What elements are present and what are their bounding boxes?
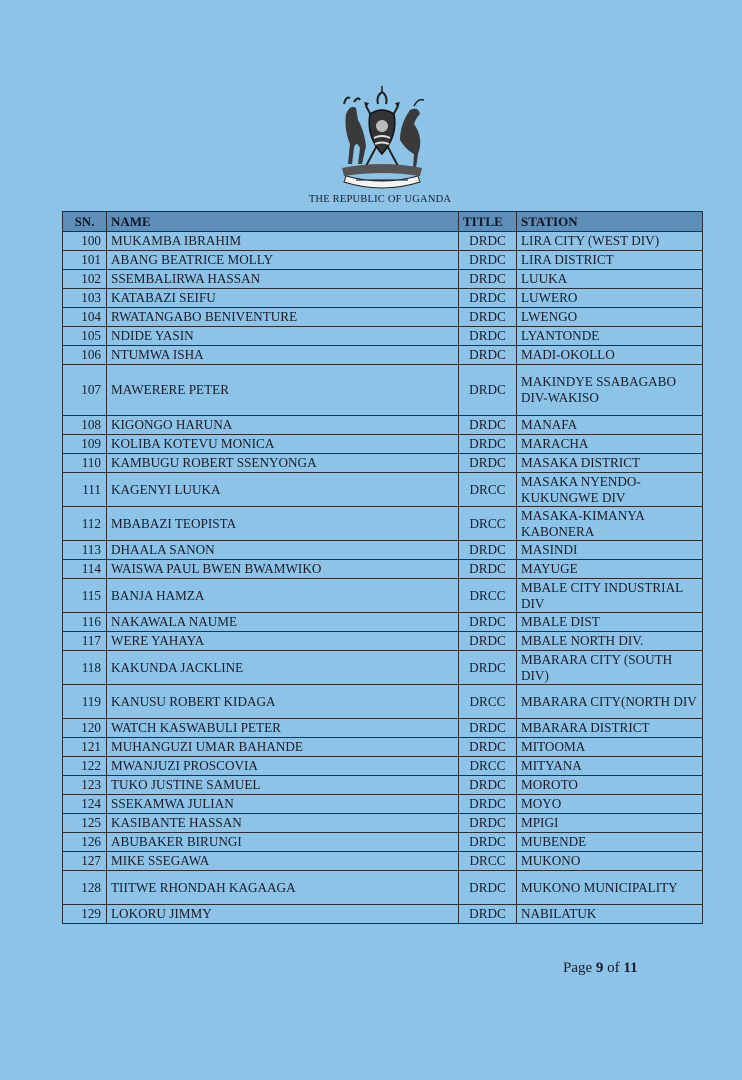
row-name: SSEKAMWA JULIAN xyxy=(107,795,459,814)
row-station: MBALE DIST xyxy=(517,613,703,632)
table-row xyxy=(63,327,703,346)
table-row xyxy=(63,507,703,541)
table-row xyxy=(63,289,703,308)
row-station: MBARARA DISTRICT xyxy=(517,719,703,738)
row-title: DRDC xyxy=(459,560,517,579)
row-title: DRCC xyxy=(459,473,517,507)
row-name: MUKAMBA IBRAHIM xyxy=(107,232,459,251)
table-row xyxy=(63,560,703,579)
table-row xyxy=(63,346,703,365)
row-title: DRDC xyxy=(459,454,517,473)
coat-of-arms-icon xyxy=(328,84,436,192)
row-station: MASAKA NYENDO-KUKUNGWE DIV xyxy=(517,473,703,507)
row-sn: 105 xyxy=(63,327,107,346)
table-row xyxy=(63,738,703,757)
row-title: DRDC xyxy=(459,905,517,924)
table-row xyxy=(63,871,703,905)
row-sn: 121 xyxy=(63,738,107,757)
page-current: 9 xyxy=(595,960,604,976)
row-title: DRDC xyxy=(459,738,517,757)
row-title: DRDC xyxy=(459,814,517,833)
row-station: LIRA CITY (WEST DIV) xyxy=(517,232,703,251)
table-row xyxy=(63,416,703,435)
row-name: KAGENYI LUUKA xyxy=(107,473,459,507)
row-sn: 104 xyxy=(63,308,107,327)
row-name: TUKO JUSTINE SAMUEL xyxy=(107,776,459,795)
row-sn: 128 xyxy=(63,871,107,905)
row-name: NDIDE YASIN xyxy=(107,327,459,346)
row-title: DRDC xyxy=(459,365,517,416)
row-sn: 119 xyxy=(63,685,107,719)
row-name: MUHANGUZI UMAR BAHANDE xyxy=(107,738,459,757)
row-name: MWANJUZI PROSCOVIA xyxy=(107,757,459,776)
row-sn: 111 xyxy=(63,473,107,507)
table-row xyxy=(63,435,703,454)
table-row xyxy=(63,473,703,507)
row-sn: 118 xyxy=(63,651,107,685)
row-name: KAKUNDA JACKLINE xyxy=(107,651,459,685)
table-row xyxy=(63,251,703,270)
row-title: DRDC xyxy=(459,435,517,454)
row-title: DRDC xyxy=(459,833,517,852)
row-title: DRDC xyxy=(459,308,517,327)
row-title: DRDC xyxy=(459,632,517,651)
row-title: DRDC xyxy=(459,232,517,251)
row-station: MBARARA CITY (SOUTH DIV) xyxy=(517,651,703,685)
table-row xyxy=(63,541,703,560)
table-row xyxy=(63,905,703,924)
row-station: MUKONO MUNICIPALITY xyxy=(517,871,703,905)
staff-table xyxy=(62,211,703,924)
row-station: MBARARA CITY(NORTH DIV xyxy=(517,685,703,719)
row-sn: 115 xyxy=(63,579,107,613)
row-sn: 110 xyxy=(63,454,107,473)
row-name: NAKAWALA NAUME xyxy=(107,613,459,632)
row-sn: 108 xyxy=(63,416,107,435)
page-mid: of xyxy=(603,960,624,976)
row-name: KANUSU ROBERT KIDAGA xyxy=(107,685,459,719)
row-name: KASIBANTE HASSAN xyxy=(107,814,459,833)
row-station: LUWERO xyxy=(517,289,703,308)
row-sn: 100 xyxy=(63,232,107,251)
row-sn: 109 xyxy=(63,435,107,454)
row-title: DRDC xyxy=(459,776,517,795)
row-name: TIITWE RHONDAH KAGAAGA xyxy=(107,871,459,905)
page-prefix: Page xyxy=(563,960,596,976)
table-row xyxy=(63,685,703,719)
row-sn: 123 xyxy=(63,776,107,795)
row-name: MBABAZI TEOPISTA xyxy=(107,507,459,541)
row-title: DRDC xyxy=(459,651,517,685)
table-row xyxy=(63,757,703,776)
table-row xyxy=(63,814,703,833)
row-title: DRCC xyxy=(459,579,517,613)
table-row xyxy=(63,852,703,871)
row-name: MAWERERE PETER xyxy=(107,365,459,416)
column-header-station: STATION xyxy=(517,212,703,232)
row-station: MOYO xyxy=(517,795,703,814)
row-sn: 122 xyxy=(63,757,107,776)
row-sn: 112 xyxy=(63,507,107,541)
table-row xyxy=(63,365,703,416)
row-name: WATCH KASWABULI PETER xyxy=(107,719,459,738)
row-sn: 124 xyxy=(63,795,107,814)
row-title: DRDC xyxy=(459,289,517,308)
row-name: RWATANGABO BENIVENTURE xyxy=(107,308,459,327)
row-name: LOKORU JIMMY xyxy=(107,905,459,924)
table-row xyxy=(63,613,703,632)
row-title: DRDC xyxy=(459,270,517,289)
row-name: KOLIBA KOTEVU MONICA xyxy=(107,435,459,454)
row-title: DRDC xyxy=(459,251,517,270)
row-station: MOROTO xyxy=(517,776,703,795)
row-name: ABUBAKER BIRUNGI xyxy=(107,833,459,852)
table-row xyxy=(63,833,703,852)
row-name: MIKE SSEGAWA xyxy=(107,852,459,871)
table-row xyxy=(63,719,703,738)
table-row xyxy=(63,232,703,251)
row-title: DRDC xyxy=(459,613,517,632)
row-sn: 114 xyxy=(63,560,107,579)
page-number xyxy=(563,960,638,977)
row-title: DRDC xyxy=(459,541,517,560)
row-sn: 103 xyxy=(63,289,107,308)
row-station: LUUKA xyxy=(517,270,703,289)
row-title: DRCC xyxy=(459,507,517,541)
row-station: MUBENDE xyxy=(517,833,703,852)
row-station: MBALE CITY INDUSTRIAL DIV xyxy=(517,579,703,613)
row-station: MARACHA xyxy=(517,435,703,454)
row-name: DHAALA SANON xyxy=(107,541,459,560)
page-total: 11 xyxy=(623,960,638,976)
row-station: MADI-OKOLLO xyxy=(517,346,703,365)
row-name: ABANG BEATRICE MOLLY xyxy=(107,251,459,270)
row-sn: 116 xyxy=(63,613,107,632)
row-station: MASAKA-KIMANYA KABONERA xyxy=(517,507,703,541)
row-title: DRDC xyxy=(459,416,517,435)
row-station: MITYANA xyxy=(517,757,703,776)
row-title: DRCC xyxy=(459,757,517,776)
row-name: WAISWA PAUL BWEN BWAMWIKO xyxy=(107,560,459,579)
row-station: MAKINDYE SSABAGABO DIV-WAKISO xyxy=(517,365,703,416)
column-header-title: TITLE xyxy=(459,212,517,232)
row-name: WERE YAHAYA xyxy=(107,632,459,651)
table-row xyxy=(63,776,703,795)
row-station: NABILATUK xyxy=(517,905,703,924)
table-row xyxy=(63,454,703,473)
row-station: MBALE NORTH DIV. xyxy=(517,632,703,651)
row-station: MAYUGE xyxy=(517,560,703,579)
row-name: KIGONGO HARUNA xyxy=(107,416,459,435)
row-title: DRCC xyxy=(459,852,517,871)
row-sn: 102 xyxy=(63,270,107,289)
table-row xyxy=(63,651,703,685)
table-row xyxy=(63,270,703,289)
row-sn: 129 xyxy=(63,905,107,924)
row-title: DRDC xyxy=(459,871,517,905)
row-title: DRDC xyxy=(459,719,517,738)
republic-heading: THE REPUBLIC OF UGANDA xyxy=(308,194,452,205)
row-title: DRDC xyxy=(459,346,517,365)
column-header-name: NAME xyxy=(107,212,459,232)
row-station: MANAFA xyxy=(517,416,703,435)
row-name: KAMBUGU ROBERT SSENYONGA xyxy=(107,454,459,473)
row-station: LWENGO xyxy=(517,308,703,327)
row-sn: 107 xyxy=(63,365,107,416)
table-row xyxy=(63,795,703,814)
row-station: MUKONO xyxy=(517,852,703,871)
row-station: LYANTONDE xyxy=(517,327,703,346)
row-name: NTUMWA ISHA xyxy=(107,346,459,365)
row-name: KATABAZI SEIFU xyxy=(107,289,459,308)
row-sn: 113 xyxy=(63,541,107,560)
row-name: BANJA HAMZA xyxy=(107,579,459,613)
column-header-sn: SN. xyxy=(63,212,107,232)
row-station: MASAKA DISTRICT xyxy=(517,454,703,473)
row-station: MASINDI xyxy=(517,541,703,560)
table-row xyxy=(63,632,703,651)
row-title: DRDC xyxy=(459,795,517,814)
row-station: LIRA DISTRICT xyxy=(517,251,703,270)
row-sn: 120 xyxy=(63,719,107,738)
row-sn: 101 xyxy=(63,251,107,270)
row-sn: 127 xyxy=(63,852,107,871)
row-title: DRCC xyxy=(459,685,517,719)
table-header-row xyxy=(63,212,703,232)
row-sn: 106 xyxy=(63,346,107,365)
table-row xyxy=(63,579,703,613)
row-sn: 125 xyxy=(63,814,107,833)
row-sn: 126 xyxy=(63,833,107,852)
table-row xyxy=(63,308,703,327)
row-name: SSEMBALIRWA HASSAN xyxy=(107,270,459,289)
row-sn: 117 xyxy=(63,632,107,651)
row-station: MITOOMA xyxy=(517,738,703,757)
row-title: DRDC xyxy=(459,327,517,346)
row-station: MPIGI xyxy=(517,814,703,833)
